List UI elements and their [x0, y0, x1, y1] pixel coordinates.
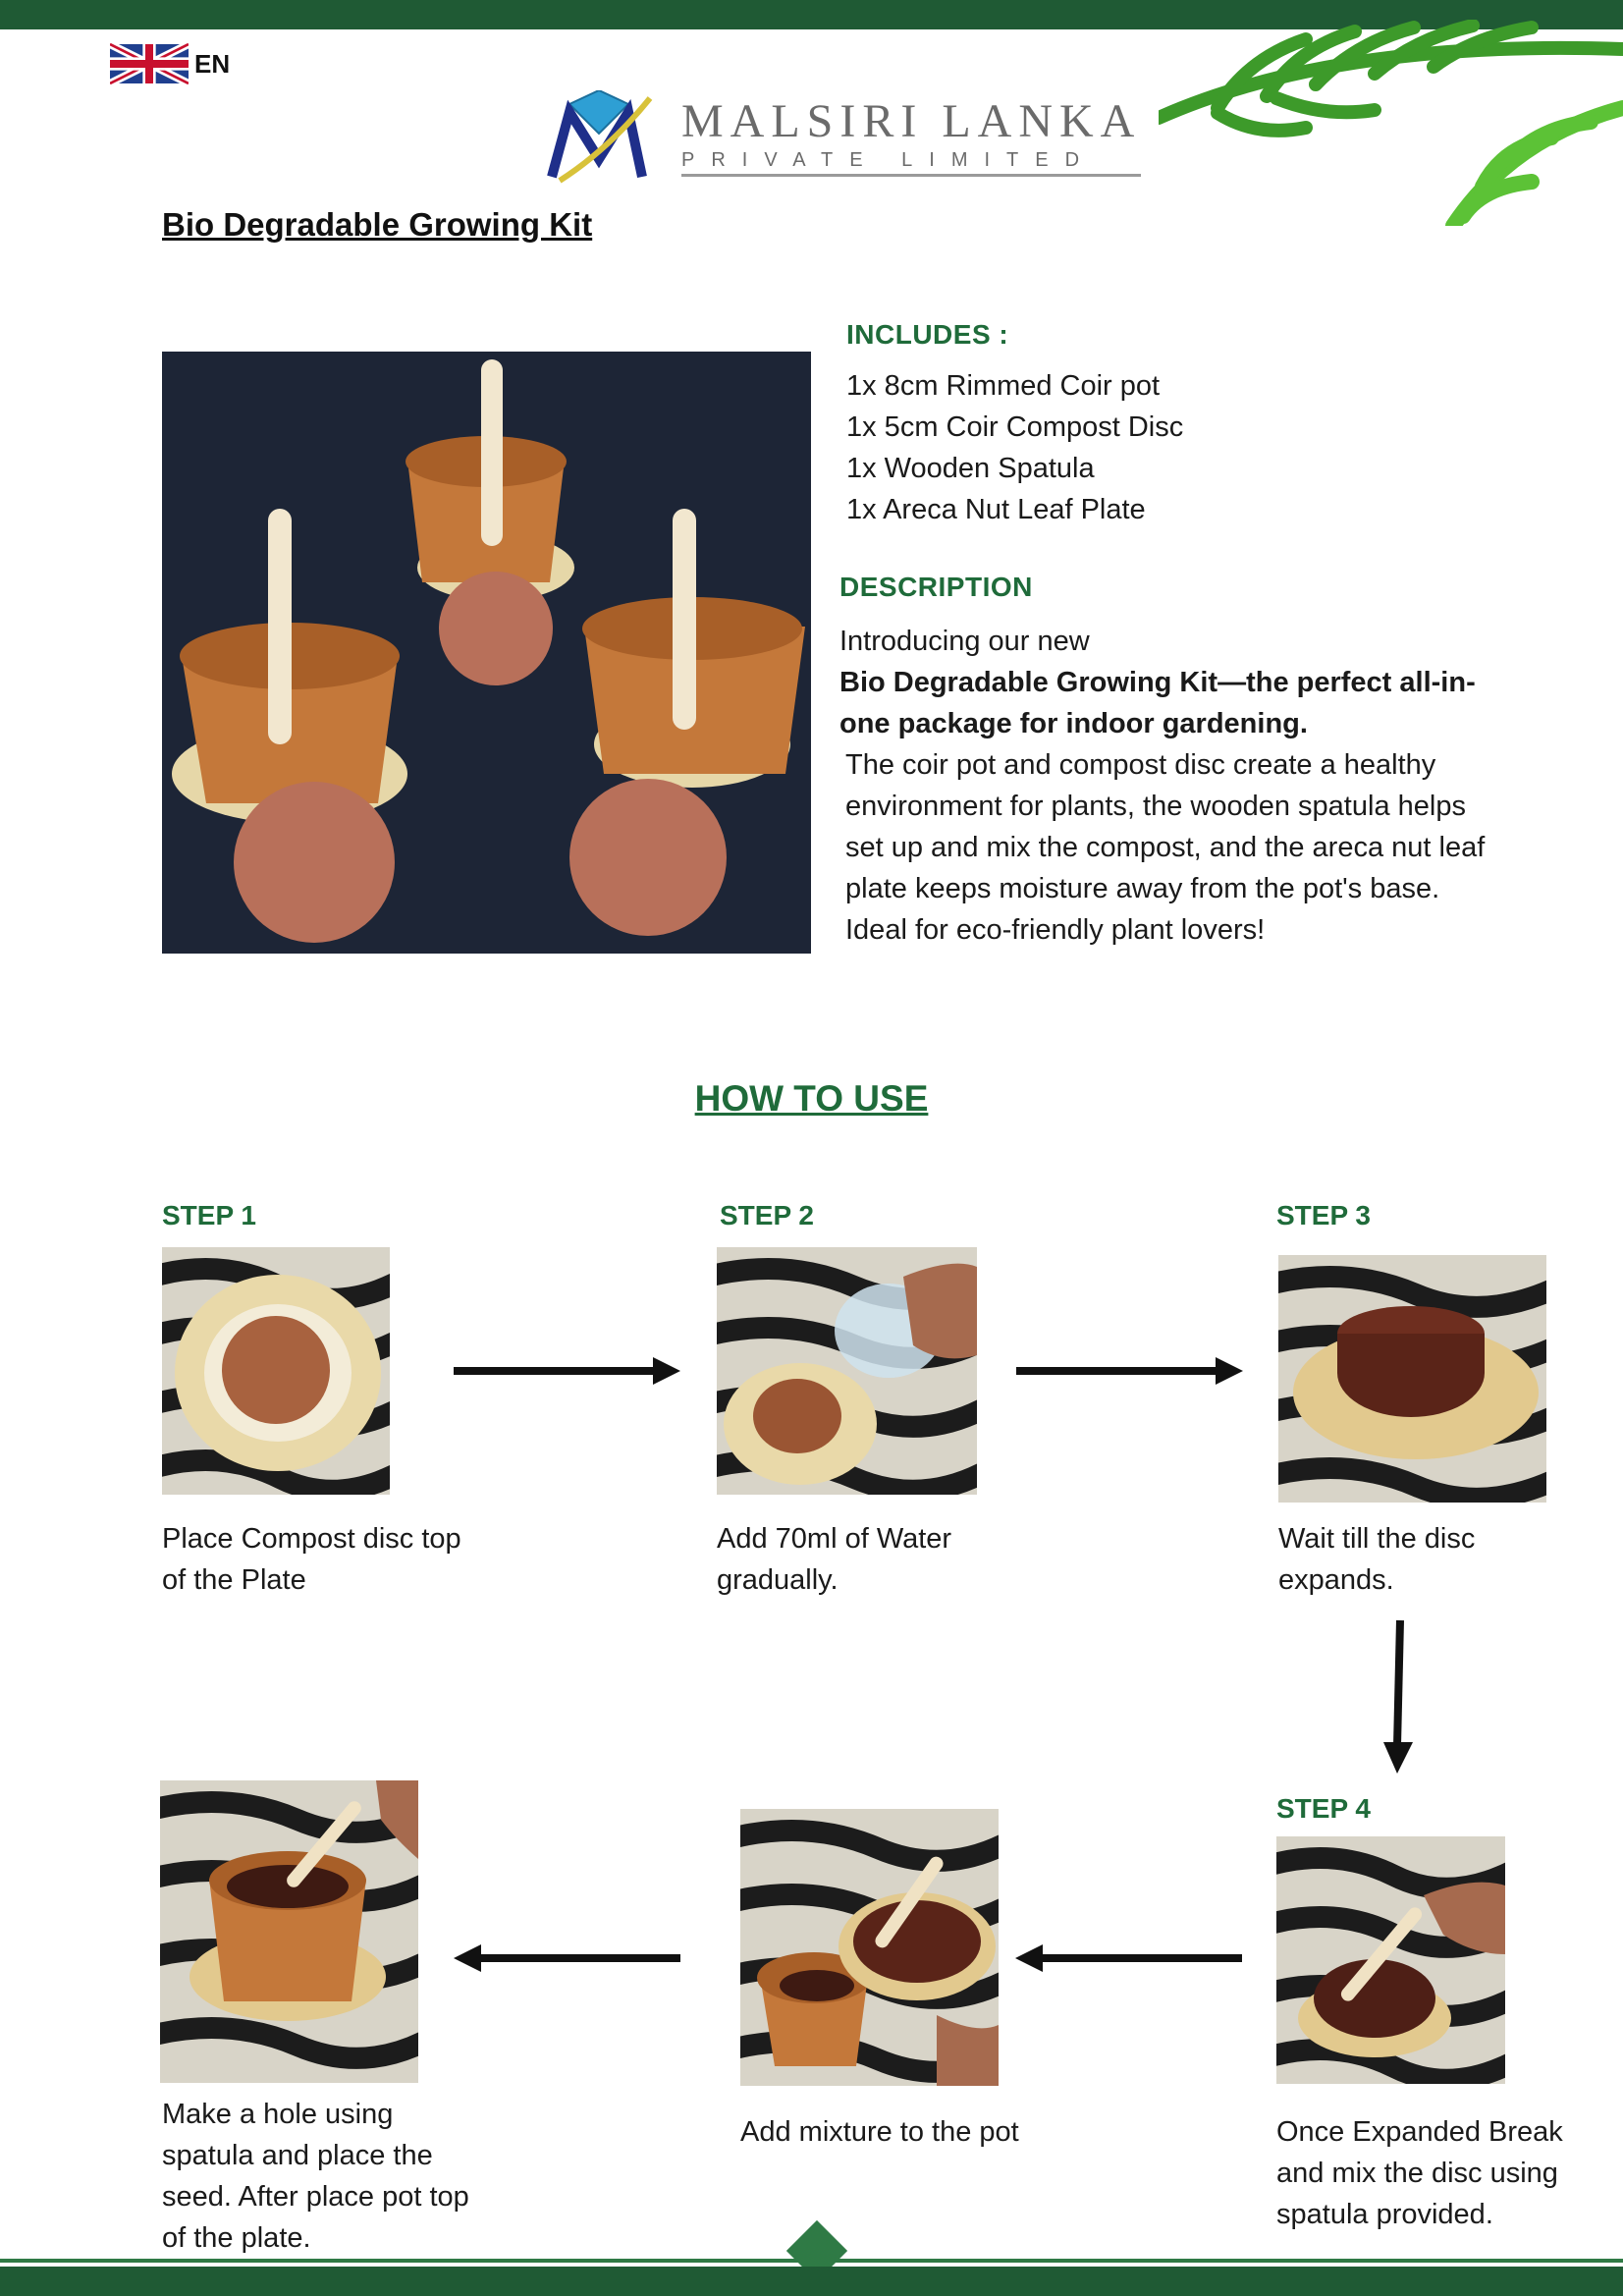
includes-list	[846, 365, 1183, 530]
list-item: 1x 8cm Rimmed Coir pot	[846, 370, 1161, 402]
step-1-label: STEP 1	[162, 1200, 256, 1230]
step-3-label: STEP 3	[1276, 1200, 1371, 1230]
step-3-photo	[1278, 1255, 1546, 1503]
how-to-use-heading: HOW TO USE	[694, 1078, 929, 1119]
step-1-caption: Place Compost disc top of the Plate	[162, 1523, 461, 1596]
arrow-left-icon	[1013, 1941, 1244, 1976]
step-6-photo	[160, 1780, 418, 2083]
step-5-photo	[740, 1809, 999, 2086]
page-title: Bio Degradable Growing Kit	[162, 206, 593, 243]
description-heading: DESCRIPTION	[839, 572, 1033, 602]
step-2-label: STEP 2	[720, 1200, 814, 1230]
arrow-right-icon	[1014, 1353, 1245, 1389]
brand-subtitle: PRIVATE LIMITED	[681, 149, 1141, 177]
step-2-caption: Add 70ml of Water gradually.	[717, 1523, 952, 1596]
description-body: The coir pot and compost disc create a healthy environment for plants, the wooden spatula helps set up and mix the compost, and the areca nut leaf plate keeps moisture away from the pot's base. Ideal for eco-friendly plant lovers!	[845, 749, 1486, 946]
language-selector[interactable]	[110, 43, 230, 84]
diamond-ml-logo-icon	[540, 90, 656, 185]
arrow-down-icon	[1380, 1618, 1416, 1776]
step-5-caption: Add mixture to the pot	[740, 2116, 1019, 2148]
step-3-caption: Wait till the disc expands.	[1278, 1523, 1476, 1596]
arrow-right-icon	[452, 1353, 682, 1389]
description-highlight: Bio Degradable Growing Kit—the perfect all-in-one package for indoor gardening.	[839, 667, 1476, 739]
step-6-caption: Make a hole using spatula and place the seed. After place pot top of the plate.	[162, 2099, 469, 2254]
step-1-photo	[162, 1247, 390, 1495]
brand-name: MALSIRI LANKA	[681, 95, 1142, 147]
step-2-photo	[717, 1247, 977, 1495]
bottom-bar	[0, 2267, 1623, 2296]
description-text	[839, 621, 1488, 951]
step-4-label: STEP 4	[1276, 1793, 1371, 1824]
step-4-caption: Once Expanded Break and mix the disc using spatula provided.	[1276, 2116, 1563, 2230]
product-photo	[162, 352, 811, 954]
uk-flag-icon	[110, 43, 189, 84]
includes-heading: INCLUDES :	[846, 319, 1009, 350]
list-item: 1x 5cm Coir Compost Disc	[846, 411, 1184, 443]
step-4-photo	[1276, 1836, 1505, 2084]
list-item: 1x Areca Nut Leaf Plate	[846, 494, 1146, 525]
description-intro: Introducing our new	[839, 626, 1090, 657]
list-item: 1x Wooden Spatula	[846, 453, 1095, 484]
language-code: EN	[194, 48, 231, 79]
palm-leaf-decoration	[1159, 20, 1623, 226]
brand-logo	[540, 90, 1141, 185]
arrow-left-icon	[452, 1941, 682, 1976]
